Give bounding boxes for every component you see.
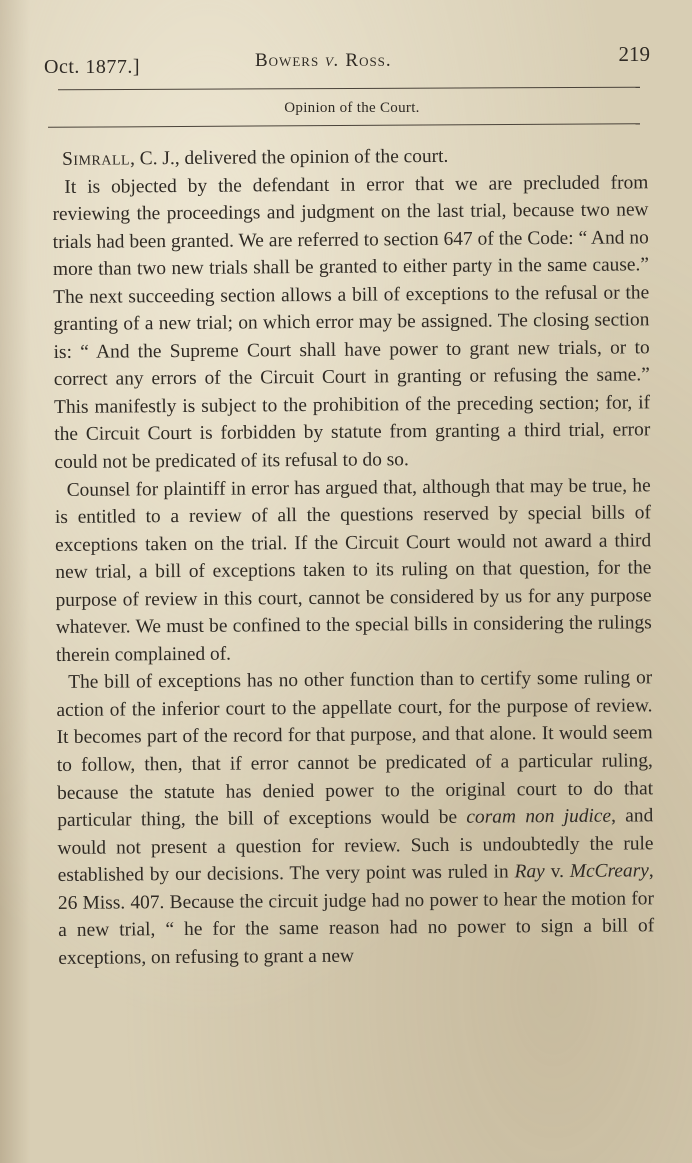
opinion-body [52,141,654,972]
running-head-date: Oct. 1877.] [44,56,141,78]
header-rule-bottom [48,123,640,128]
page-number: 219 [618,42,650,66]
paragraph-objection: It is objected by the defendant in error that we are precluded from reviewing the proceedings and judgment on the last trial, because two new trials had been granted. We are referred to section 647 of the Code: “ And no more than two new trials shall be granted to either party in the same cause.” The next succeeding section allows a bill of exceptions to the refusal or the granting of a new trial; on which error may be assigned. The closing section is: “ And the Supreme Court shall have power to grant new trials, or to correct any errors of the Circuit Court in granting or refusing the same.” This manifestly is subject to the prohibition of the preceding section; for, if the Circuit Court is forbidden by statute from granting a third trial, error could not be predicated of its refusal to do so. [52,171,651,474]
case-versus: v. [324,50,340,71]
justice-name: Simrall [62,148,131,170]
case-citation-right: McCreary [569,860,649,883]
p4-text-a: The bill of exceptions has no other function than to certify some ruling or action of the inferior court to the appellate court, for the purpose of review. It becomes part of the record for that purpose, and that alone. It would seem to follow, then, that if error cannot be predicated of a particular ruling, because the statute has denied power to the original court to do that particular thing, the bill of exceptions would be [56,667,654,832]
p4-text-b: , and would not present a question for review. Such is undoubtedly the rule established by our decisions. The very point was ruled in [57,805,654,887]
section-subhead: Opinion of the Court. [284,100,420,116]
paragraph-bill-of-exceptions [56,665,654,973]
case-party-right: Ross. [345,50,392,71]
running-head-case-title [255,50,392,72]
paragraph-counsel-argument: Counsel for plaintiff in error has argued that, although that may be true, he is entitled to a review of all the questions reserved by special bills of exceptions taken on the trial. If the Circuit Court would not award a third new trial, a bill of exceptions taken to its ruling on that question, for the purpose of review in this court, cannot be considered by us for any purpose whatever. We must be confined to the special bills in considering the rulings therein complained of. [54,474,652,666]
case-citation-v: v. [544,861,570,883]
p4-text-c: , 26 Miss. 407. Because the circuit judge had no power to hear the motion for a new trial, “ he for the same reason had no power to sign a bill of exceptions, on refusing to grant a new [57,860,655,969]
case-citation-left: Ray [514,861,545,883]
case-party-left: Bowers [255,50,320,71]
opening-rest: , C. J., delivered the opinion of the court. [129,145,449,170]
running-head [40,42,652,82]
latin-phrase: coram non judice [466,805,612,828]
header-rule-top [58,87,640,91]
